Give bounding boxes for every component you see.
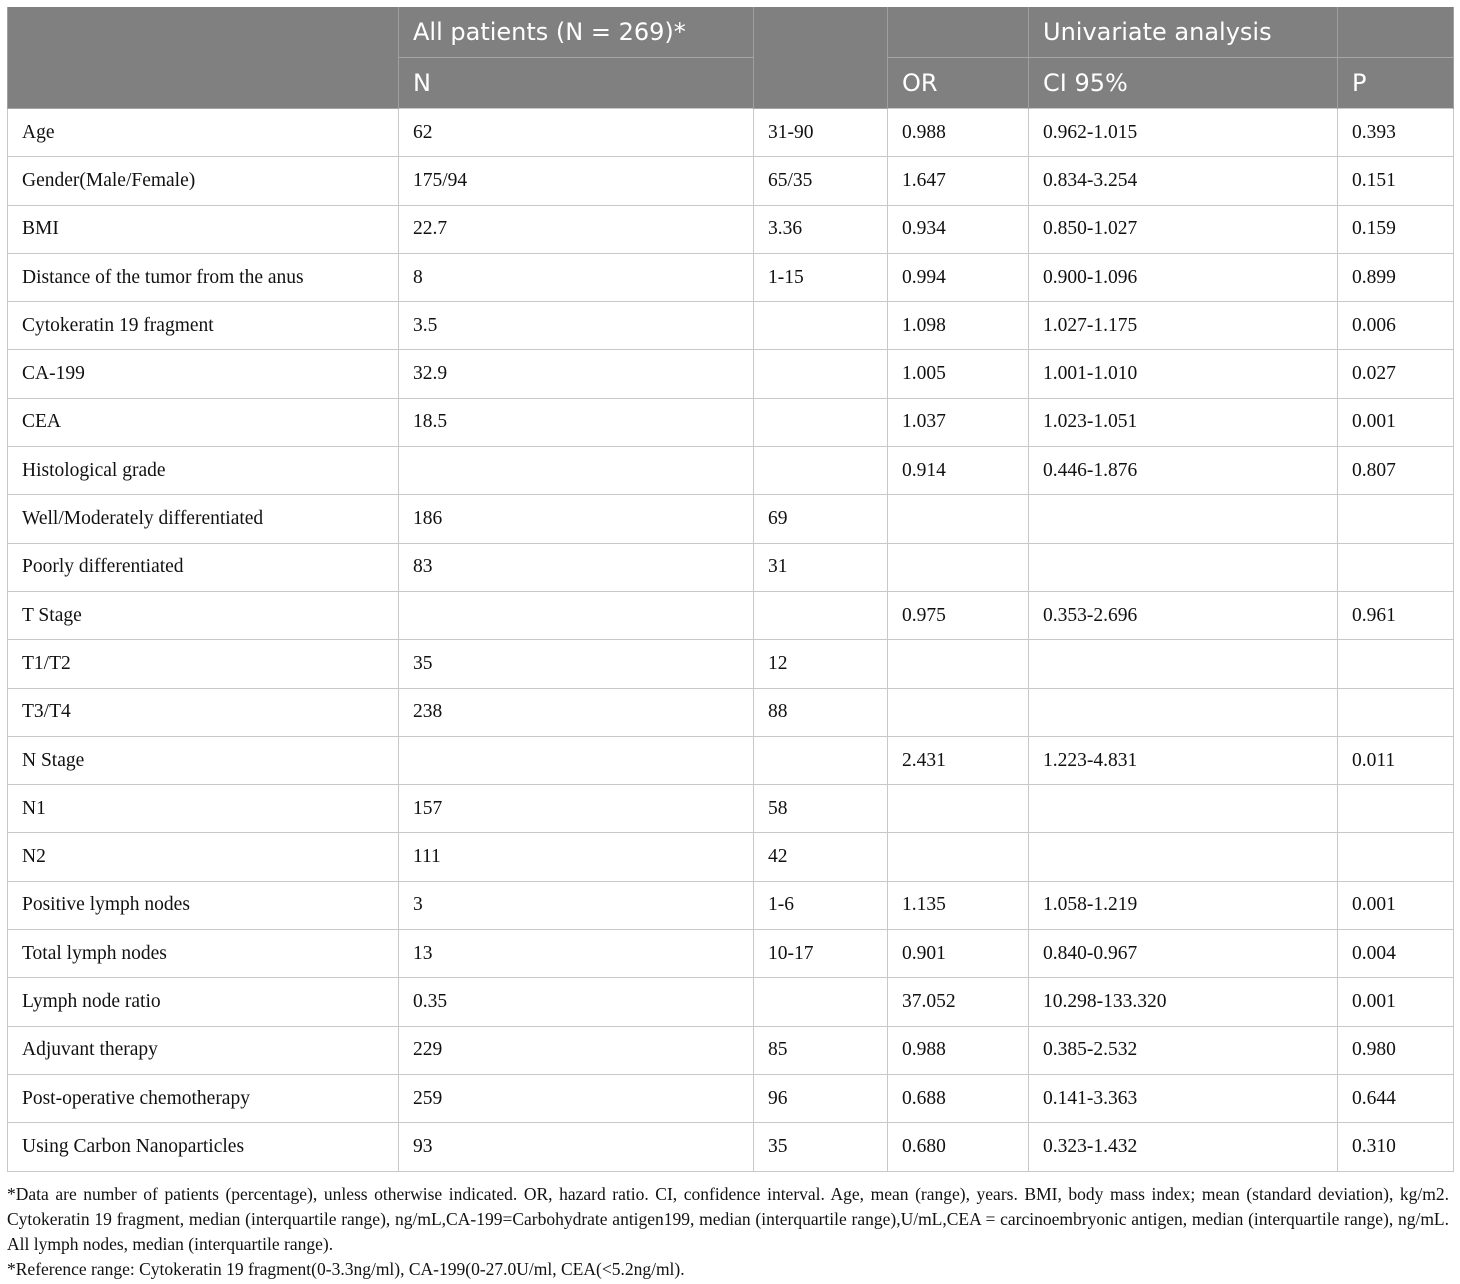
table-cell: 1.023-1.051 bbox=[1029, 398, 1338, 446]
table-cell: 0.35 bbox=[399, 978, 754, 1026]
table-cell: 0.393 bbox=[1338, 109, 1454, 157]
table-cell bbox=[888, 785, 1029, 833]
footnotes bbox=[7, 1182, 1453, 1282]
table-cell: 0.680 bbox=[888, 1123, 1029, 1171]
table-cell: 0.353-2.696 bbox=[1029, 591, 1338, 639]
table-cell: 175/94 bbox=[399, 157, 754, 205]
table-cell: 3.36 bbox=[754, 205, 888, 253]
table-cell: 0.385-2.532 bbox=[1029, 1026, 1338, 1074]
table-row bbox=[8, 978, 1454, 1026]
table-row bbox=[8, 1074, 1454, 1122]
table-cell: 157 bbox=[399, 785, 754, 833]
table-cell: 229 bbox=[399, 1026, 754, 1074]
table-cell bbox=[754, 447, 888, 495]
table-row bbox=[8, 495, 1454, 543]
table-row bbox=[8, 205, 1454, 253]
table-cell: 58 bbox=[754, 785, 888, 833]
table-cell bbox=[1338, 688, 1454, 736]
table-row bbox=[8, 447, 1454, 495]
table-cell: 0.901 bbox=[888, 930, 1029, 978]
table-cell: 0.899 bbox=[1338, 253, 1454, 301]
table-cell: 0.011 bbox=[1338, 736, 1454, 784]
table-cell bbox=[888, 688, 1029, 736]
table-cell: 22.7 bbox=[399, 205, 754, 253]
table-cell: 35 bbox=[399, 640, 754, 688]
table-cell: Adjuvant therapy bbox=[8, 1026, 399, 1074]
table-cell: 0.988 bbox=[888, 1026, 1029, 1074]
table-cell bbox=[1338, 495, 1454, 543]
table-cell bbox=[399, 447, 754, 495]
table-cell: 3 bbox=[399, 881, 754, 929]
table-cell bbox=[888, 543, 1029, 591]
table-cell: CA-199 bbox=[8, 350, 399, 398]
table-cell bbox=[1029, 833, 1338, 881]
table-row bbox=[8, 833, 1454, 881]
table-cell: 88 bbox=[754, 688, 888, 736]
table-cell: 0.962-1.015 bbox=[1029, 109, 1338, 157]
table-cell: 31-90 bbox=[754, 109, 888, 157]
table-cell: 3.5 bbox=[399, 302, 754, 350]
table-cell bbox=[1029, 785, 1338, 833]
table-cell: Age bbox=[8, 109, 399, 157]
table-cell: N Stage bbox=[8, 736, 399, 784]
table-row bbox=[8, 157, 1454, 205]
table-cell: 238 bbox=[399, 688, 754, 736]
header-cell-all-patients: All patients (N = 269)* bbox=[399, 7, 754, 58]
table-cell: Cytokeratin 19 fragment bbox=[8, 302, 399, 350]
table-cell: 2.431 bbox=[888, 736, 1029, 784]
table-cell: 31 bbox=[754, 543, 888, 591]
table-cell: 0.001 bbox=[1338, 978, 1454, 1026]
table-cell: 42 bbox=[754, 833, 888, 881]
table-cell: 0.001 bbox=[1338, 881, 1454, 929]
table-row bbox=[8, 591, 1454, 639]
header-cell-ci: CI 95% bbox=[1029, 58, 1338, 109]
table-cell: 10-17 bbox=[754, 930, 888, 978]
table-cell: Histological grade bbox=[8, 447, 399, 495]
footnote-1: *Data are number of patients (percentage), unless otherwise indicated. OR, hazard ratio. CI, confidence interval. Age, mean (range), years. BMI, body mass index; mean (standard deviation), kg/m2. Cytokeratin 19 fragment, median (interquartile range), ng/mL,CA-199=Carbohydrate antigen199, median (interquartile range),U/mL,CEA = carcinoembryonic antigen, median (interquartile range), ng/mL. All lymph nodes, median (interquartile range). bbox=[7, 1183, 1449, 1254]
table-cell bbox=[1338, 833, 1454, 881]
table-cell: 1.223-4.831 bbox=[1029, 736, 1338, 784]
table-cell bbox=[754, 736, 888, 784]
table-row bbox=[8, 785, 1454, 833]
table-cell: 65/35 bbox=[754, 157, 888, 205]
table-cell bbox=[1029, 688, 1338, 736]
table-cell: 62 bbox=[399, 109, 754, 157]
table-cell: 0.141-3.363 bbox=[1029, 1074, 1338, 1122]
table-cell bbox=[399, 736, 754, 784]
table-cell: 0.807 bbox=[1338, 447, 1454, 495]
table-cell bbox=[1029, 640, 1338, 688]
table-cell: 35 bbox=[754, 1123, 888, 1171]
table-cell: Positive lymph nodes bbox=[8, 881, 399, 929]
table-row bbox=[8, 302, 1454, 350]
table-row bbox=[8, 543, 1454, 591]
table-cell: 69 bbox=[754, 495, 888, 543]
table-cell: 0.850-1.027 bbox=[1029, 205, 1338, 253]
table-row bbox=[8, 640, 1454, 688]
header-cell bbox=[754, 7, 888, 109]
table-cell bbox=[888, 495, 1029, 543]
table-row bbox=[8, 398, 1454, 446]
table-cell: 1.135 bbox=[888, 881, 1029, 929]
table-cell: 0.004 bbox=[1338, 930, 1454, 978]
header-cell bbox=[888, 7, 1029, 58]
table-cell: 1.037 bbox=[888, 398, 1029, 446]
table-cell bbox=[888, 833, 1029, 881]
table-cell: 0.151 bbox=[1338, 157, 1454, 205]
table-cell: 0.310 bbox=[1338, 1123, 1454, 1171]
table-cell: 93 bbox=[399, 1123, 754, 1171]
footnote-2: *Reference range: Cytokeratin 19 fragment(0-3.3ng/ml), CA-199(0-27.0U/ml, CEA(<5.2ng/ml). bbox=[7, 1258, 685, 1279]
table-cell: 1.001-1.010 bbox=[1029, 350, 1338, 398]
table-row bbox=[8, 688, 1454, 736]
table-cell: 0.159 bbox=[1338, 205, 1454, 253]
table-cell: 0.914 bbox=[888, 447, 1029, 495]
table-cell: 0.900-1.096 bbox=[1029, 253, 1338, 301]
table-body bbox=[8, 109, 1454, 1172]
table-cell: 0.975 bbox=[888, 591, 1029, 639]
table-cell: BMI bbox=[8, 205, 399, 253]
table-cell: 13 bbox=[399, 930, 754, 978]
table-cell: 10.298-133.320 bbox=[1029, 978, 1338, 1026]
header-cell bbox=[8, 7, 399, 109]
table-cell: T Stage bbox=[8, 591, 399, 639]
table-cell: 1-6 bbox=[754, 881, 888, 929]
table-cell: Gender(Male/Female) bbox=[8, 157, 399, 205]
table-cell: 111 bbox=[399, 833, 754, 881]
header-row-1 bbox=[8, 7, 1454, 58]
table-cell bbox=[399, 591, 754, 639]
table-cell: 0.006 bbox=[1338, 302, 1454, 350]
header-cell bbox=[1338, 7, 1454, 58]
table-cell: 259 bbox=[399, 1074, 754, 1122]
table-cell bbox=[1029, 543, 1338, 591]
table-cell: 0.961 bbox=[1338, 591, 1454, 639]
table-cell: 8 bbox=[399, 253, 754, 301]
table-cell: Distance of the tumor from the anus bbox=[8, 253, 399, 301]
table-cell bbox=[888, 640, 1029, 688]
table-cell: N1 bbox=[8, 785, 399, 833]
table-cell: 0.988 bbox=[888, 109, 1029, 157]
table-row bbox=[8, 1123, 1454, 1171]
table-cell: 0.644 bbox=[1338, 1074, 1454, 1122]
table-cell: 85 bbox=[754, 1026, 888, 1074]
table-cell: 0.834-3.254 bbox=[1029, 157, 1338, 205]
table-cell: 0.980 bbox=[1338, 1026, 1454, 1074]
table-cell bbox=[1338, 640, 1454, 688]
table-cell: 0.994 bbox=[888, 253, 1029, 301]
table-cell bbox=[754, 978, 888, 1026]
header-cell-n: N bbox=[399, 58, 754, 109]
table-cell: Using Carbon Nanoparticles bbox=[8, 1123, 399, 1171]
table-cell: 83 bbox=[399, 543, 754, 591]
table-row bbox=[8, 881, 1454, 929]
table-cell: 1-15 bbox=[754, 253, 888, 301]
table-cell: 1.005 bbox=[888, 350, 1029, 398]
header-cell-p: P bbox=[1338, 58, 1454, 109]
table-row bbox=[8, 253, 1454, 301]
table-cell bbox=[1338, 543, 1454, 591]
table-cell bbox=[1029, 495, 1338, 543]
header-cell-univariate-analysis: Univariate analysis bbox=[1029, 7, 1338, 58]
table-cell: 1.647 bbox=[888, 157, 1029, 205]
table-cell: N2 bbox=[8, 833, 399, 881]
table-cell: 0.001 bbox=[1338, 398, 1454, 446]
table-row bbox=[8, 350, 1454, 398]
header-cell-or: OR bbox=[888, 58, 1029, 109]
table-cell: 0.840-0.967 bbox=[1029, 930, 1338, 978]
table-cell: 18.5 bbox=[399, 398, 754, 446]
table-cell: 0.323-1.432 bbox=[1029, 1123, 1338, 1171]
table-cell: 0.027 bbox=[1338, 350, 1454, 398]
table-cell bbox=[754, 591, 888, 639]
table-cell: 1.027-1.175 bbox=[1029, 302, 1338, 350]
table-cell: Poorly differentiated bbox=[8, 543, 399, 591]
table-cell: 96 bbox=[754, 1074, 888, 1122]
table-cell: 12 bbox=[754, 640, 888, 688]
table-cell bbox=[754, 302, 888, 350]
table-row bbox=[8, 109, 1454, 157]
table-cell: 1.098 bbox=[888, 302, 1029, 350]
table-cell: Well/Moderately differentiated bbox=[8, 495, 399, 543]
table-cell bbox=[754, 350, 888, 398]
table-cell: 186 bbox=[399, 495, 754, 543]
table-cell: 1.058-1.219 bbox=[1029, 881, 1338, 929]
table-cell: Total lymph nodes bbox=[8, 930, 399, 978]
table-cell: 37.052 bbox=[888, 978, 1029, 1026]
table-container bbox=[7, 7, 1453, 1282]
table-cell: 0.446-1.876 bbox=[1029, 447, 1338, 495]
table-cell: Post-operative chemotherapy bbox=[8, 1074, 399, 1122]
table-row bbox=[8, 930, 1454, 978]
univariate-analysis-table bbox=[7, 7, 1454, 1172]
table-cell bbox=[754, 398, 888, 446]
table-cell: T3/T4 bbox=[8, 688, 399, 736]
table-row bbox=[8, 736, 1454, 784]
table-cell: 32.9 bbox=[399, 350, 754, 398]
table-cell: 0.688 bbox=[888, 1074, 1029, 1122]
table-cell bbox=[1338, 785, 1454, 833]
table-cell: Lymph node ratio bbox=[8, 978, 399, 1026]
table-cell: T1/T2 bbox=[8, 640, 399, 688]
table-header bbox=[8, 7, 1454, 109]
table-row bbox=[8, 1026, 1454, 1074]
table-cell: CEA bbox=[8, 398, 399, 446]
table-cell: 0.934 bbox=[888, 205, 1029, 253]
